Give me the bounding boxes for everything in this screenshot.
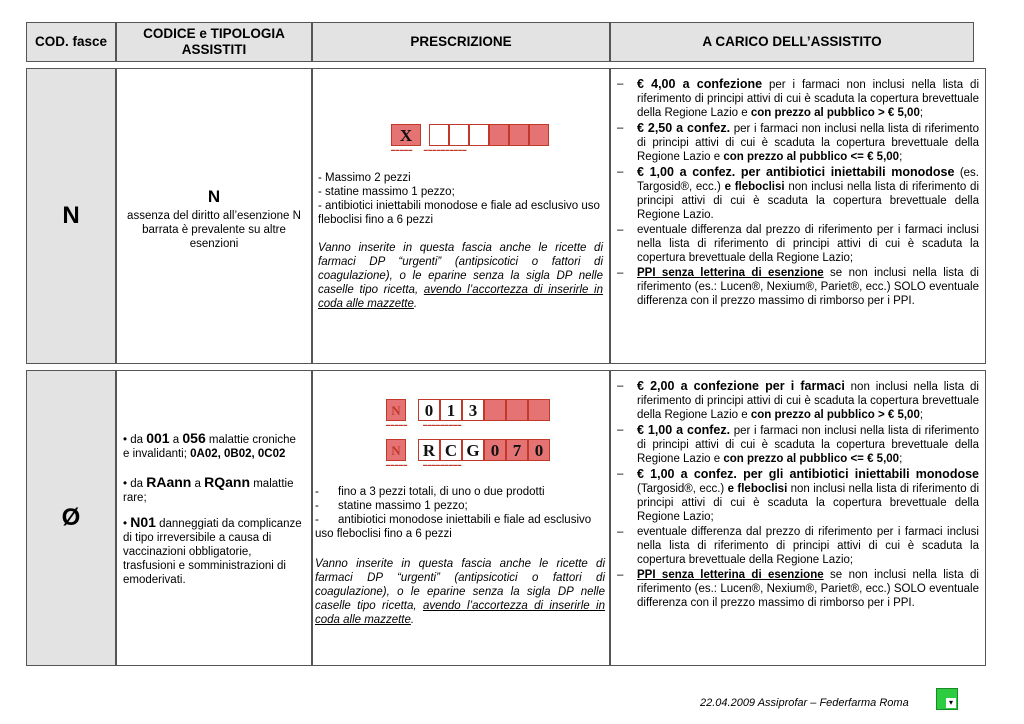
dash-bullet: – <box>617 569 624 581</box>
prescr-item: - Massimo 2 pezzi <box>318 172 411 184</box>
charge-text: eventuale differenza dal prezzo di riferimento per i farmaci inclusi nella lista di riferimento di principi attivi di cui è scaduta la copertura brevettuale della Regione Lazio; <box>637 526 979 566</box>
charge-item <box>617 223 979 265</box>
stamp-char: C <box>444 441 458 460</box>
row-o-prescr-text <box>315 485 605 627</box>
stamp-char: R <box>422 441 436 460</box>
stamp-char: G <box>466 441 480 460</box>
prescr-item: - statine massimo 1 pezzo; <box>315 500 468 512</box>
charge-item <box>617 423 979 466</box>
row-n-type-desc: assenza del diritto all’esenzione N barrata è prevalente su altre esenzioni <box>127 210 301 250</box>
stamp-char: 0 <box>534 441 544 460</box>
header-a-carico: A CARICO DELL’ASSISTITO <box>610 22 974 62</box>
prescr-note: Vanno inserite in questa fascia anche le ricette di farmaci DP “urgenti” (antipsicotici o fattori di coagulazione), o le eparine senza la sigla DP nelle caselle tipo ricetta, avendo l’accortezza di inserirle in coda alle mazzette. <box>318 242 604 310</box>
charge-text: PPI senza letterina di esenzione se non inclusi nella lista di riferimento (es.: Lucen®, Nexium®, Pariet®, ecc.) SOLO eventuale differenza con il prezzo massimo di rimborso per i PPI. <box>637 569 979 609</box>
row-o-code: Ø <box>26 370 116 666</box>
stamp-char: 3 <box>468 401 478 420</box>
dash-bullet: – <box>617 267 624 279</box>
row-n-charges <box>610 68 986 364</box>
charge-text: eventuale differenza dal prezzo di riferimento per i farmaci inclusi nella lista di riferimento di principi attivi di cui è scaduta la copertura brevettuale della Regione Lazio; <box>637 224 979 264</box>
charge-text: PPI senza letterina di esenzione se non inclusi nella lista di riferimento (es.: Lucen®, Nexium®, Pariet®, ecc.) SOLO eventuale differenza con il prezzo massimo di rimborso per i PPI. <box>637 267 979 307</box>
charge-item <box>617 568 979 610</box>
stamp-char: 1 <box>446 401 456 420</box>
dash-bullet: – <box>617 526 624 538</box>
dash-bullet: – <box>617 78 624 90</box>
header-prescrizione: PRESCRIZIONE <box>312 22 610 62</box>
charge-text: € 1,00 a confez. per antibiotici iniettabili monodose (es. Targosid®, ecc.) e fleboclisi non inclusi nella lista di riferimento di principi attivi di cui è scaduta la copertura brevettuale della Regione Lazio. <box>637 165 979 221</box>
charge-item <box>617 266 979 308</box>
charge-text: € 2,00 a confezione per i farmaci non inclusi nella lista di riferimento di principi attivi di cui è scaduta la copertura brevettuale della Regione Lazio e con prezzo al pubblico > € 5,00; <box>637 379 979 421</box>
row-n-type-title: N <box>207 187 221 206</box>
header-codice-tipologia: CODICE e TIPOLOGIA ASSISTITI <box>116 22 312 62</box>
row-o-bullet-1: • da 001 a 056 malattie croniche e invalidanti; 0A02, 0B02, 0C02 <box>123 430 296 460</box>
dash-bullet: – <box>617 224 624 236</box>
row-o-bullet-2: • da RAann a RQann malattie rare; <box>123 474 294 504</box>
prescr-item: - antibiotici iniettabili monodose e fiale ad esclusivo uso fleboclisi fino a 6 pezzi <box>318 200 600 226</box>
header-cod-fasce: COD. fasce <box>26 22 116 62</box>
dash-bullet: – <box>617 380 624 392</box>
charge-item <box>617 525 979 567</box>
charge-text: € 4,00 a confezione per i farmaci non inclusi nella lista di riferimento di principi attivi di cui è scaduta la copertura brevettuale della Regione Lazio e con prezzo al pubblico > € 5,00; <box>637 77 980 119</box>
charge-text: € 1,00 a confez. per gli antibiotici iniettabili monodose (Targosid®, ecc.) e fleboclisi non inclusi nella lista di riferimento di principi attivi di cui è scaduta la copertura brevettuale della Regione Lazio; <box>637 467 980 523</box>
row-o-type <box>116 370 312 666</box>
prescr-item: - fino a 3 pezzi totali, di uno o due prodotti <box>315 486 545 498</box>
row-o-ricetta-stamp-1 <box>386 399 550 427</box>
stamp-char: N <box>391 403 401 418</box>
logo-mark-icon: ▾ <box>946 698 956 708</box>
footer-text: 22.04.2009 Assiprofar – Federfarma Roma <box>700 697 909 709</box>
dash-bullet: – <box>617 166 624 178</box>
row-n-ricetta-stamp <box>391 124 549 152</box>
stamp-char: N <box>391 443 401 458</box>
prescr-note: Vanno inserite in questa fascia anche le ricette di farmaci DP “urgenti” (antipsicotici o fattori di coagulazione), o le eparine senza la sigla DP nelle caselle tipo ricetta, avendo l’accortezza di inserirle in coda alle mazzette. <box>315 558 606 626</box>
charge-item <box>617 165 979 222</box>
charge-item <box>617 379 979 422</box>
row-n-code: N <box>26 68 116 364</box>
charge-item <box>617 77 979 120</box>
stamp-dashes: ▬▬▬▬▬ ▬▬▬▬▬▬▬▬▬ <box>386 462 462 467</box>
stamp-char: 0 <box>424 401 434 420</box>
federfarma-logo <box>936 688 958 710</box>
charge-text: € 2,50 a confez. per i farmaci non inclusi nella lista di riferimento di principi attivi di cui è scaduta la copertura brevettuale della Regione Lazio e con prezzo al pubblico <= € 5,00; <box>637 121 980 163</box>
row-n-prescription <box>312 68 610 364</box>
prescr-item: - antibiotici monodose iniettabili e fiale ad esclusivo uso fleboclisi fino a 6 pezzi <box>315 514 595 540</box>
charge-item <box>617 121 979 164</box>
row-o-charges <box>610 370 986 666</box>
stamp-dashes: ▬▬▬▬▬ ▬▬▬▬▬▬▬▬▬ <box>386 422 462 427</box>
stamp-dashes: ▬▬▬▬▬ ▬▬▬▬▬▬▬▬▬▬ <box>391 147 467 152</box>
charge-item <box>617 467 979 524</box>
row-o-prescription <box>312 370 610 666</box>
prescr-item: - statine massimo 1 pezzo; <box>318 186 455 198</box>
row-o-bullet-3: • N01 danneggiati da complicanze di tipo irreversibile a causa di vaccinazioni obbligatorie, trasfusioni e somministrazioni di emoderivati. <box>123 514 302 586</box>
dash-bullet: – <box>617 424 624 436</box>
dash-bullet: – <box>617 468 624 480</box>
stamp-x-letter: X <box>399 126 413 145</box>
charge-text: € 1,00 a confez. per i farmaci non inclusi nella lista di riferimento di principi attivi di cui è scaduta la copertura brevettuale della Regione Lazio e con prezzo al pubblico <= € 5,00; <box>637 423 980 465</box>
dash-bullet: – <box>617 122 624 134</box>
row-n-type <box>116 68 312 364</box>
row-n-prescr-text <box>318 171 603 311</box>
row-o-ricetta-stamp-2 <box>386 439 550 467</box>
stamp-char: 0 <box>490 441 500 460</box>
stamp-char: 7 <box>512 441 522 460</box>
